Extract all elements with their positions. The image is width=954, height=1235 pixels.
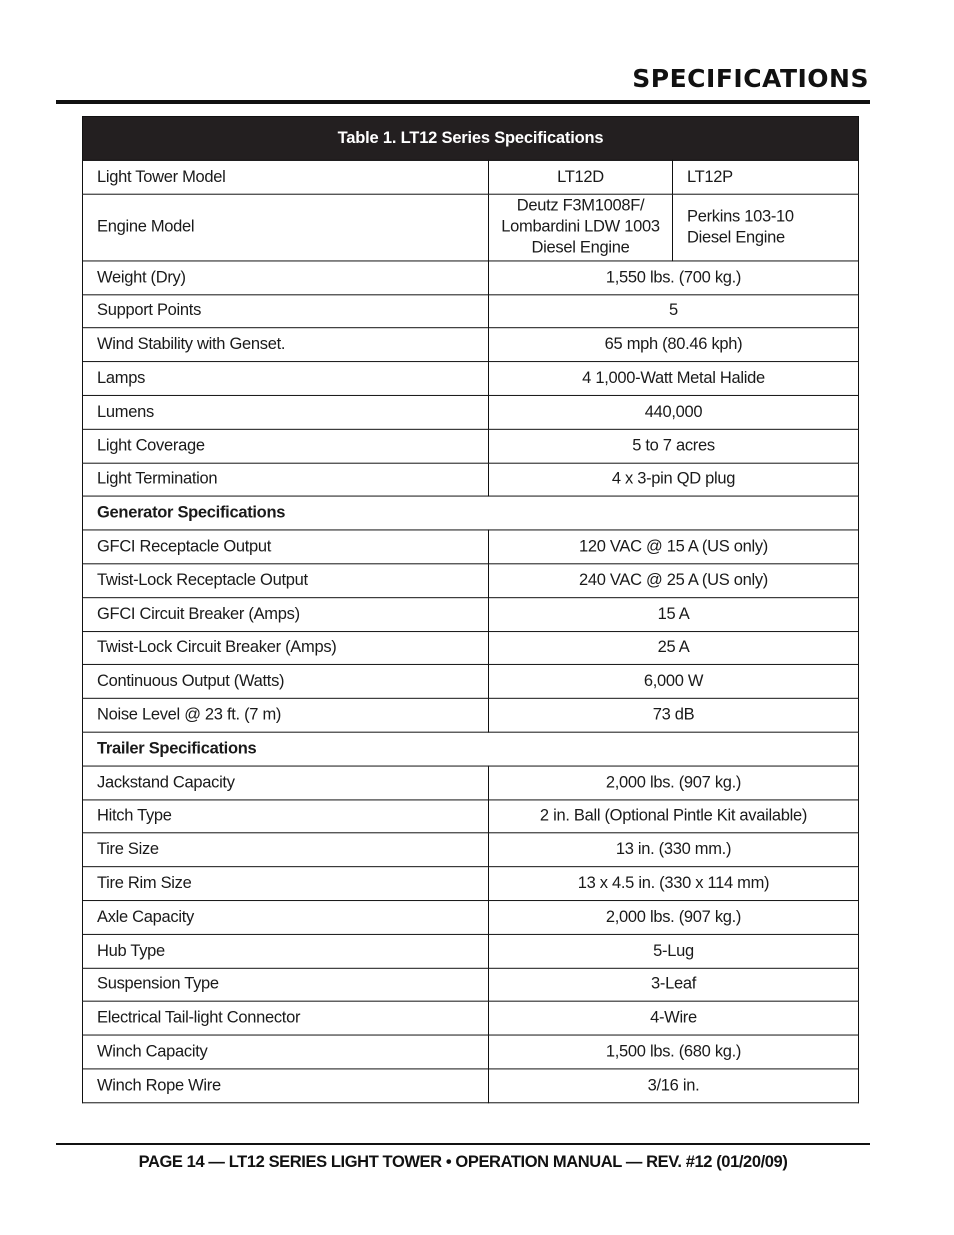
row-label: Lamps xyxy=(83,362,489,396)
row-value: 120 VAC @ 15 A (US only) xyxy=(489,530,859,564)
row-label: Lumens xyxy=(83,395,489,429)
table-row xyxy=(83,799,859,833)
specifications-table xyxy=(82,116,859,1103)
section-heading: Trailer Specifications xyxy=(83,732,859,766)
table-row xyxy=(83,429,859,463)
row-value: 6,000 W xyxy=(489,665,859,699)
table-row xyxy=(83,1001,859,1035)
engine-lt12p-line: Perkins 103-10 xyxy=(687,207,794,226)
table-row xyxy=(83,261,859,295)
row-label: Hitch Type xyxy=(83,799,489,833)
table-row xyxy=(83,934,859,968)
row-label: Light Coverage xyxy=(83,429,489,463)
row-label: GFCI Receptacle Output xyxy=(83,530,489,564)
table-row xyxy=(83,631,859,665)
engine-lt12d-line: Diesel Engine xyxy=(531,238,630,257)
row-value: 2,000 lbs. (907 kg.) xyxy=(489,766,859,800)
row-label: Weight (Dry) xyxy=(83,261,489,295)
row-value: 5-Lug xyxy=(489,934,859,968)
table-row-light-tower-model xyxy=(83,160,859,194)
row-label: Winch Capacity xyxy=(83,1035,489,1069)
row-label: Electrical Tail-light Connector xyxy=(83,1001,489,1035)
table-row xyxy=(83,968,859,1002)
row-value: 240 VAC @ 25 A (US only) xyxy=(489,564,859,598)
footer-rule xyxy=(56,1143,870,1145)
table-row xyxy=(83,294,859,328)
section-heading: Generator Specifications xyxy=(83,496,859,530)
table-row xyxy=(83,766,859,800)
row-value: 65 mph (80.46 kph) xyxy=(489,328,859,362)
row-label: Noise Level @ 23 ft. (7 m) xyxy=(83,698,489,732)
row-label: Hub Type xyxy=(83,934,489,968)
row-value: 2,000 lbs. (907 kg.) xyxy=(489,900,859,934)
engine-lt12d-line: Lombardini LDW 1003 xyxy=(501,217,660,236)
row-value: 13 in. (330 mm.) xyxy=(489,833,859,867)
row-value: 4-Wire xyxy=(489,1001,859,1035)
row-value: 3/16 in. xyxy=(489,1069,859,1103)
row-value: 4 1,000-Watt Metal Halide xyxy=(489,362,859,396)
row-value: 15 A xyxy=(489,597,859,631)
row-label: Continuous Output (Watts) xyxy=(83,665,489,699)
row-label: Twist-Lock Receptacle Output xyxy=(83,564,489,598)
row-label: Engine Model xyxy=(83,194,489,261)
row-value: 73 dB xyxy=(489,698,859,732)
row-label: Twist-Lock Circuit Breaker (Amps) xyxy=(83,631,489,665)
table-row xyxy=(83,328,859,362)
model-lt12d: LT12D xyxy=(489,160,673,194)
engine-lt12d-line: Deutz F3M1008F/ xyxy=(516,196,645,215)
row-label: Axle Capacity xyxy=(83,900,489,934)
row-label: Support Points xyxy=(83,294,489,328)
row-label: GFCI Circuit Breaker (Amps) xyxy=(83,597,489,631)
table-row xyxy=(83,564,859,598)
section-row-generator xyxy=(83,496,859,530)
table-row xyxy=(83,530,859,564)
row-value: 1,550 lbs. (700 kg.) xyxy=(489,261,859,295)
table-row xyxy=(83,597,859,631)
row-label: Jackstand Capacity xyxy=(83,766,489,800)
row-value: 2 in. Ball (Optional Pintle Kit available) xyxy=(489,799,859,833)
table-row xyxy=(83,362,859,396)
table-row xyxy=(83,665,859,699)
page-footer: PAGE 14 — LT12 SERIES LIGHT TOWER • OPERATION MANUAL — REV. #12 (01/20/09) xyxy=(138,1153,788,1171)
row-label: Wind Stability with Genset. xyxy=(83,328,489,362)
row-label: Light Termination xyxy=(83,463,489,497)
section-row-trailer xyxy=(83,732,859,766)
engine-lt12p-line: Diesel Engine xyxy=(687,228,785,247)
row-label: Tire Rim Size xyxy=(83,867,489,901)
table-row xyxy=(83,463,859,497)
row-value: 4 x 3-pin QD plug xyxy=(489,463,859,497)
row-label: Winch Rope Wire xyxy=(83,1069,489,1103)
table-row xyxy=(83,1035,859,1069)
row-value: 440,000 xyxy=(489,395,859,429)
table-row xyxy=(83,1069,859,1103)
table-row-engine-model xyxy=(83,194,859,261)
row-value: 13 x 4.5 in. (330 x 114 mm) xyxy=(489,867,859,901)
engine-lt12p xyxy=(673,194,859,261)
table-row xyxy=(83,900,859,934)
row-value: 3-Leaf xyxy=(489,968,859,1002)
table-row xyxy=(83,867,859,901)
page-title: SPECIFICATIONS xyxy=(632,64,869,93)
table-row xyxy=(83,395,859,429)
table-row xyxy=(83,698,859,732)
row-value: 5 to 7 acres xyxy=(489,429,859,463)
row-label: Tire Size xyxy=(83,833,489,867)
row-label: Light Tower Model xyxy=(83,160,489,194)
table-caption: Table 1. LT12 Series Specifications xyxy=(83,116,859,160)
row-value: 5 xyxy=(489,294,859,328)
row-label: Suspension Type xyxy=(83,968,489,1002)
model-lt12p: LT12P xyxy=(673,160,859,194)
row-value: 1,500 lbs. (680 kg.) xyxy=(489,1035,859,1069)
table-row xyxy=(83,833,859,867)
engine-lt12d xyxy=(489,194,673,261)
header-rule xyxy=(56,100,870,104)
row-value: 25 A xyxy=(489,631,859,665)
